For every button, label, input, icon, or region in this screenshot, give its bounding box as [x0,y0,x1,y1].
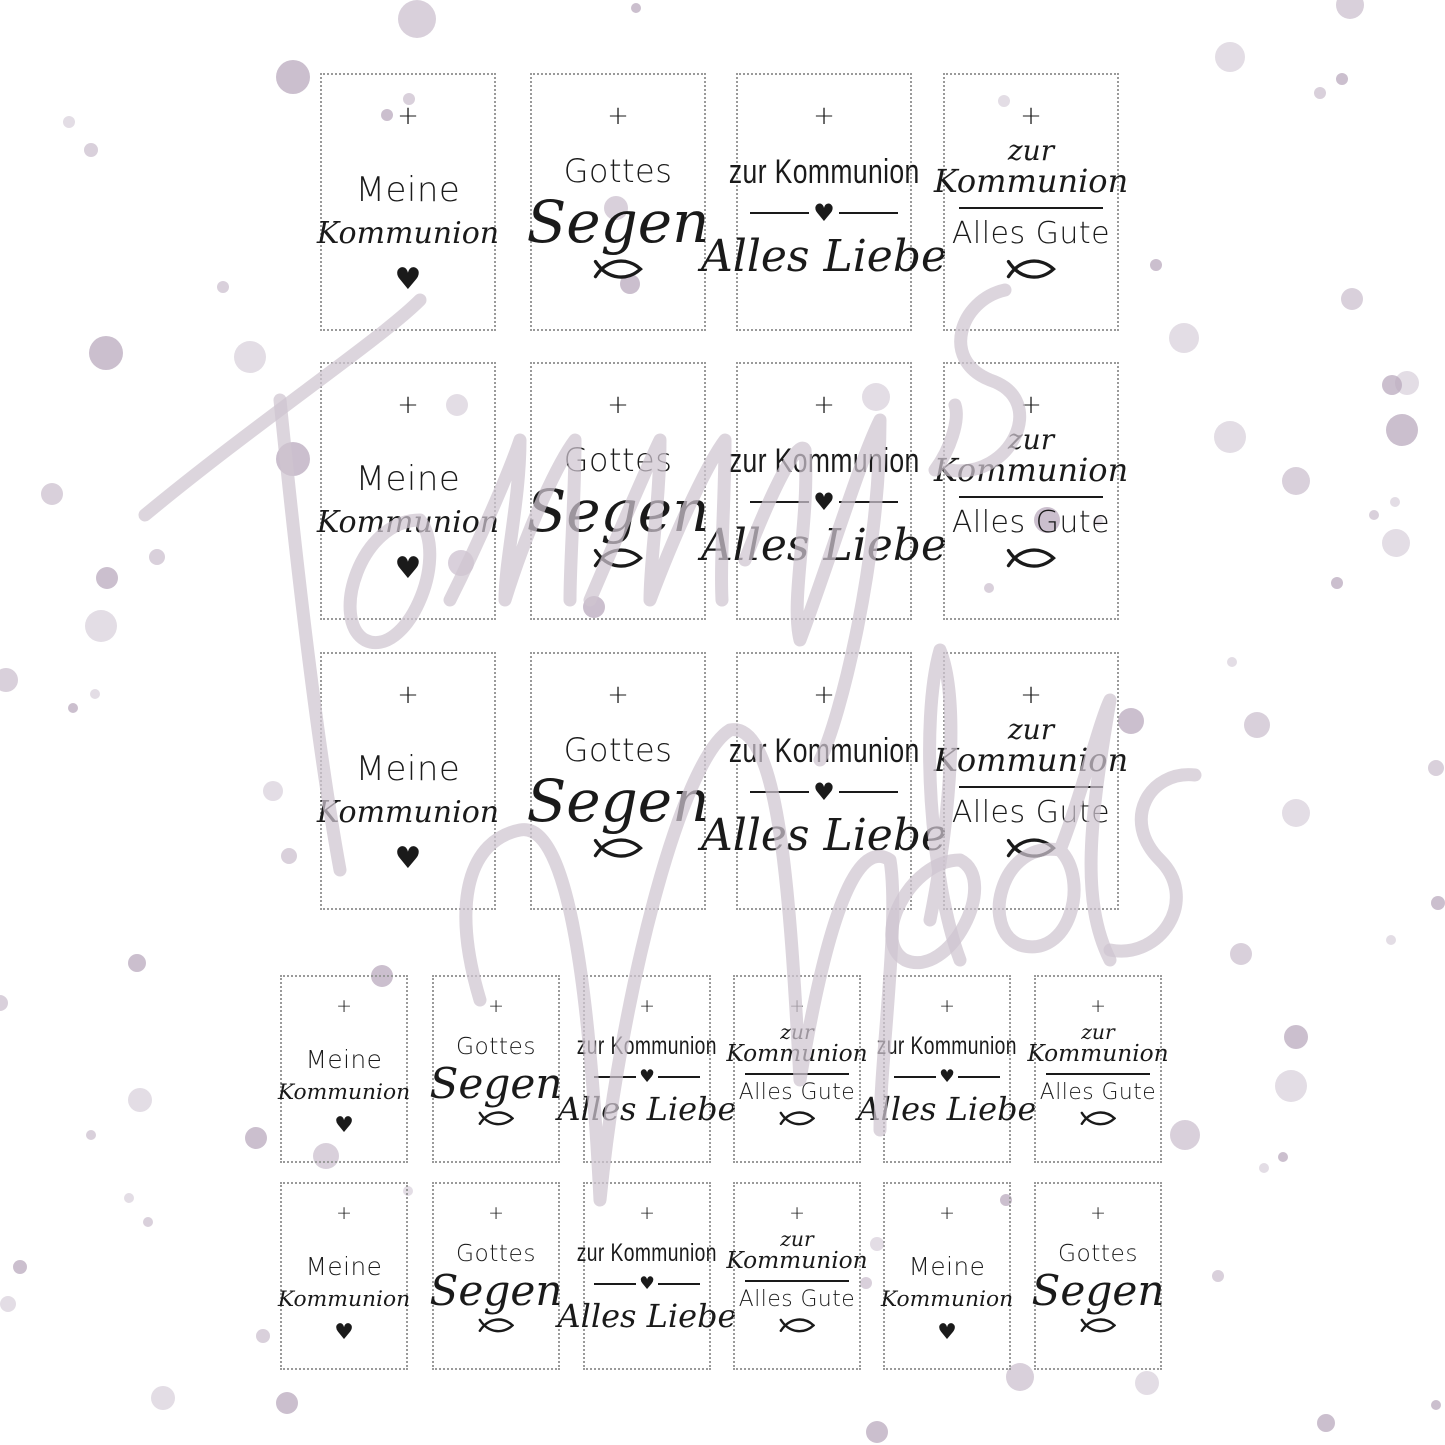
cross-icon: + [639,995,655,1018]
tag-script-kommunion: Kommunion [277,1286,411,1312]
heart-icon: ♥ [394,841,422,876]
cross-icon: + [488,995,504,1018]
tag-title-zur-kommunion: zur Kommunion [576,1240,718,1268]
tag-title-alles-gute: Alles Gute [951,505,1111,540]
tag-card-liebe [557,1182,737,1370]
tag-title-alles-gute: Alles Gute [951,795,1111,830]
tag-card-gute [933,73,1129,331]
tag-title-zur-kommunion: zur Kommunion [728,442,920,480]
cross-icon: + [336,995,352,1018]
tag-title-meine: Meine [355,749,461,789]
fish-icon [779,1318,815,1333]
cross-icon: + [939,995,955,1018]
tag-title-meine: Meine [305,1045,383,1075]
divider-line [1046,1073,1150,1075]
tag-script-kommunion: Kommunion [316,795,500,830]
cross-icon: + [607,390,629,420]
heart-icon: ♥ [813,488,835,516]
tag-script-alles-liebe: Alles Liebe [700,810,948,861]
tag-title-alles-gute: Alles Gute [738,1080,856,1106]
tag-card-meine [316,652,500,910]
divider-line [959,786,1103,788]
heart-divider [750,201,898,225]
cross-icon: + [1090,995,1106,1018]
tag-script-segen: Segen [1031,1265,1165,1315]
tag-card-liebe [700,652,948,910]
fish-icon [1006,259,1056,280]
tag-title-gottes: Gottes [563,152,673,190]
tag-title-gottes: Gottes [1058,1240,1138,1268]
tag-script-segen: Segen [526,767,710,835]
tag-title-meine: Meine [355,459,461,499]
tag-card-gute [933,652,1129,910]
tag-card-gottes [429,1182,563,1370]
tag-script-zur: zur [1007,713,1055,746]
tag-script-kommunion: Kommunion [1027,1040,1169,1068]
tag-script-kommunion: Kommunion [316,505,500,540]
tag-script-alles-liebe: Alles Liebe [700,231,948,282]
cross-icon: + [397,680,419,710]
tag-script-segen: Segen [526,188,710,256]
cross-icon: + [1020,101,1042,131]
cross-icon: + [939,1202,955,1225]
tag-script-kommunion: Kommunion [316,216,500,251]
tag-script-zur: zur [1007,423,1055,456]
tag-title-zur-kommunion: zur Kommunion [576,1033,718,1061]
tag-card-gottes [429,975,563,1163]
cross-icon: + [813,680,835,710]
cross-icon: + [1090,1202,1106,1225]
tag-script-kommunion: Kommunion [933,451,1129,489]
tag-title-alles-gute: Alles Gute [738,1287,856,1313]
fish-icon [593,259,643,280]
tag-script-zur: zur [1007,134,1055,167]
tag-script-kommunion: Kommunion [726,1040,868,1068]
fish-icon [593,548,643,569]
heart-divider [750,490,898,514]
tag-script-kommunion: Kommunion [933,741,1129,779]
fish-icon [593,838,643,859]
tag-title-gottes: Gottes [563,731,673,769]
tag-card-liebe [700,73,948,331]
tag-script-zur: zur [780,1227,814,1252]
tag-title-meine: Meine [355,170,461,210]
cross-icon: + [397,390,419,420]
tag-card-meine [316,73,500,331]
heart-icon: ♥ [813,199,835,227]
tag-script-kommunion: Kommunion [933,162,1129,200]
tag-card-meine [277,1182,411,1370]
divider-line [959,496,1103,498]
tag-title-zur-kommunion: zur Kommunion [728,153,920,191]
divider-line [745,1073,849,1075]
heart-divider [594,1273,701,1294]
divider-line [959,207,1103,209]
heart-icon: ♥ [639,1273,655,1294]
tag-card-gottes [1031,1182,1165,1370]
tag-card-meine [880,1182,1014,1370]
heart-divider [894,1066,1001,1087]
tag-title-gottes: Gottes [456,1033,536,1061]
divider-line [745,1280,849,1282]
fish-icon [1006,838,1056,859]
cross-icon: + [607,680,629,710]
cross-icon: + [789,1202,805,1225]
tag-script-segen: Segen [429,1265,563,1315]
tag-script-segen: Segen [526,477,710,545]
heart-icon: ♥ [394,551,422,586]
tag-card-liebe [857,975,1037,1163]
tag-title-zur-kommunion: zur Kommunion [728,732,920,770]
heart-icon: ♥ [334,1320,354,1346]
tag-card-gottes [526,652,710,910]
tag-script-alles-liebe: Alles Liebe [557,1297,737,1336]
fish-icon [779,1111,815,1126]
heart-icon: ♥ [394,262,422,297]
heart-divider [750,780,898,804]
cross-icon: + [1020,680,1042,710]
heart-icon: ♥ [334,1113,354,1139]
tag-card-liebe [557,975,737,1163]
fish-icon [478,1318,514,1333]
tag-card-liebe [700,362,948,620]
heart-icon: ♥ [937,1320,957,1346]
tag-script-kommunion: Kommunion [880,1286,1014,1312]
tag-title-alles-gute: Alles Gute [951,216,1111,251]
tag-title-alles-gute: Alles Gute [1039,1080,1157,1106]
fish-icon [478,1111,514,1126]
tag-card-meine [316,362,500,620]
cross-icon: + [397,101,419,131]
tag-title-gottes: Gottes [563,441,673,479]
cross-icon: + [607,101,629,131]
tag-title-meine: Meine [908,1252,986,1282]
cross-icon: + [813,101,835,131]
tag-card-gottes [526,73,710,331]
tag-script-segen: Segen [429,1058,563,1108]
tag-card-gute [1027,975,1169,1163]
tag-title-gottes: Gottes [456,1240,536,1268]
heart-icon: ♥ [639,1066,655,1087]
tag-card-gottes [526,362,710,620]
cross-icon: + [1020,390,1042,420]
tag-card-meine [277,975,411,1163]
tag-card-gute [726,1182,868,1370]
cross-icon: + [789,995,805,1018]
tag-script-kommunion: Kommunion [277,1079,411,1105]
tag-title-zur-kommunion: zur Kommunion [876,1033,1018,1061]
tag-script-alles-liebe: Alles Liebe [700,520,948,571]
tag-title-meine: Meine [305,1252,383,1282]
cross-icon: + [336,1202,352,1225]
heart-icon: ♥ [813,778,835,806]
tag-card-gute [933,362,1129,620]
tag-script-alles-liebe: Alles Liebe [557,1090,737,1129]
heart-divider [594,1066,701,1087]
tag-script-alles-liebe: Alles Liebe [857,1090,1037,1129]
tag-script-zur: zur [780,1020,814,1045]
cross-icon: + [488,1202,504,1225]
cross-icon: + [639,1202,655,1225]
fish-icon [1080,1318,1116,1333]
fish-icon [1006,548,1056,569]
tag-script-zur: zur [1081,1020,1115,1045]
fish-icon [1080,1111,1116,1126]
tag-script-kommunion: Kommunion [726,1247,868,1275]
heart-icon: ♥ [939,1066,955,1087]
cross-icon: + [813,390,835,420]
tag-card-gute [726,975,868,1163]
